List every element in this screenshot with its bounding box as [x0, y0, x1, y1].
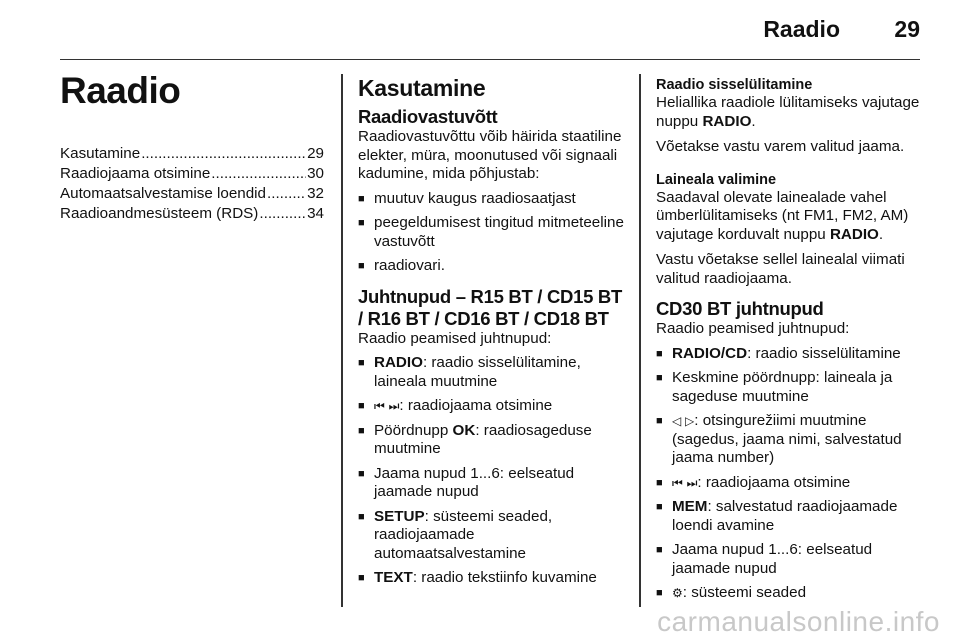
paragraph: Saadaval olevate lainealade vahel ümberlülitamiseks (nt FM1, FM2, AM) vajutage korduvalt nuppu RADIO. — [656, 188, 909, 243]
seek-icon: ⏮ ⏭ — [672, 475, 698, 490]
list-item: ■ ⏮ ⏭: raadiojaama otsimine — [358, 397, 626, 416]
page-number: 29 — [894, 16, 920, 42]
intro-paragraph: Raadiovastuvõttu võib häirida staatiline elekter, müra, moonutused või signaali kadumine, mida põhjustab: — [358, 128, 622, 182]
list-item: ■ TEXT: raadio tekstiinfo kuvamine — [358, 569, 626, 588]
subsection-heading: Juhtnupud – R15 BT / CD15 BT / R16 BT / CD16 BT / CD18 BT — [358, 285, 622, 329]
key-label: RADIO — [374, 354, 423, 371]
key-label: MEM — [672, 498, 708, 515]
list-item: ■ Pöördnupp OK: raadiosageduse muutmine — [358, 422, 626, 459]
toc-leader — [267, 184, 306, 204]
list-item: ■ RADIO/CD: raadio sisselülitamine — [656, 345, 922, 364]
radio-column — [656, 76, 922, 603]
toc-item-page: 32 — [307, 185, 324, 202]
toc-item-label: Raadiojaama otsimine — [60, 165, 211, 182]
toc-item-page: 29 — [307, 145, 324, 162]
section-heading: Kasutamine — [358, 75, 486, 101]
controls-intro: Raadio peamised juhtnupud: — [358, 329, 552, 347]
subsection-heading: CD30 BT juhtnupud — [656, 298, 824, 319]
key-label: TEXT — [374, 569, 413, 586]
subsection-heading: Raadio sisselülitamine — [656, 77, 813, 93]
toc-item-page: 30 — [307, 165, 324, 182]
key-label: RADIO — [702, 112, 752, 130]
subsection-heading: Laineala valimine — [656, 171, 777, 188]
list-item: ■ Jaama nupud 1...6: eelseatud jaamade nupud — [358, 465, 626, 502]
paragraph: Võetakse vastu varem valitud jaama. — [656, 138, 905, 155]
list-item: ■ ◁ ▷: otsingurežiimi muutmine (sagedus, jaama nimi, salvestatud jaama number) — [656, 412, 922, 468]
toc-column — [60, 68, 324, 224]
list-item: ■ muutuv kaugus raadiosaatjast — [358, 190, 626, 209]
toc-list — [60, 144, 324, 224]
watermark: carmanualsonline.info — [657, 606, 940, 637]
toc-item-label: Automaatsalvestamise loendid — [60, 185, 266, 202]
seek-icon: ⏮ ⏭ — [374, 399, 400, 413]
toc-item-label: Raadioandmesüsteem (RDS) — [60, 205, 259, 222]
chapter-title: Raadio — [60, 70, 181, 111]
list-item: ■ MEM: salvestatud raadiojaamade loendi avamine — [656, 498, 922, 535]
arrow-left-right-icon: ◁ ▷ — [672, 414, 695, 428]
controls-intro: Raadio peamised juhtnupud: — [656, 320, 850, 337]
list-item: ■ Keskmine pöördnupp: laineala ja sageduse muutmine — [656, 369, 922, 406]
key-label: OK — [452, 421, 476, 439]
list-item: ■ ⚙: süsteemi seaded — [656, 584, 922, 603]
toc-item[interactable] — [60, 184, 324, 204]
page-header — [60, 0, 920, 60]
key-label: RADIO — [829, 225, 879, 243]
list-item: ■ Jaama nupud 1...6: eelseatud jaamade nupud — [656, 541, 922, 578]
settings-icon: ⚙ — [672, 586, 683, 600]
usage-column — [358, 68, 626, 588]
list-item: ■ RADIO: raadio sisselülitamine, laineala muutmine — [358, 354, 626, 391]
paragraph: Heliallika raadiole lülitamiseks vajutage nuppu RADIO. — [656, 94, 920, 130]
toc-item-page: 34 — [307, 205, 324, 222]
list-item: ■ peegeldumisest tingitud mitmeteeline vastuvõtt — [358, 214, 626, 251]
toc-item-label: Kasutamine — [60, 145, 141, 162]
controls-list — [358, 354, 626, 588]
toc-item[interactable] — [60, 164, 324, 184]
toc-leader — [259, 204, 306, 224]
toc-item[interactable] — [60, 204, 324, 224]
column-divider — [341, 74, 343, 607]
causes-list — [358, 190, 626, 276]
key-label: SETUP — [374, 507, 425, 525]
toc-leader — [141, 144, 306, 164]
column-divider — [639, 74, 641, 607]
list-item: ■ ⏮ ⏭: raadiojaama otsimine — [656, 474, 922, 493]
key-label: RADIO/CD — [672, 344, 748, 362]
toc-item[interactable] — [60, 144, 324, 164]
list-item: ■ SETUP: süsteemi seaded, raadiojaamade automaatsalvestamine — [358, 508, 626, 564]
list-item: ■ raadiovari. — [358, 257, 626, 276]
section-title: Raadio — [763, 16, 840, 42]
controls-list — [656, 345, 922, 603]
toc-leader — [211, 164, 306, 184]
subsection-heading: Raadiovastuvõtt — [358, 106, 498, 127]
paragraph: Vastu võetakse sellel lainealal viimati valitud raadiojaama. — [656, 251, 905, 287]
